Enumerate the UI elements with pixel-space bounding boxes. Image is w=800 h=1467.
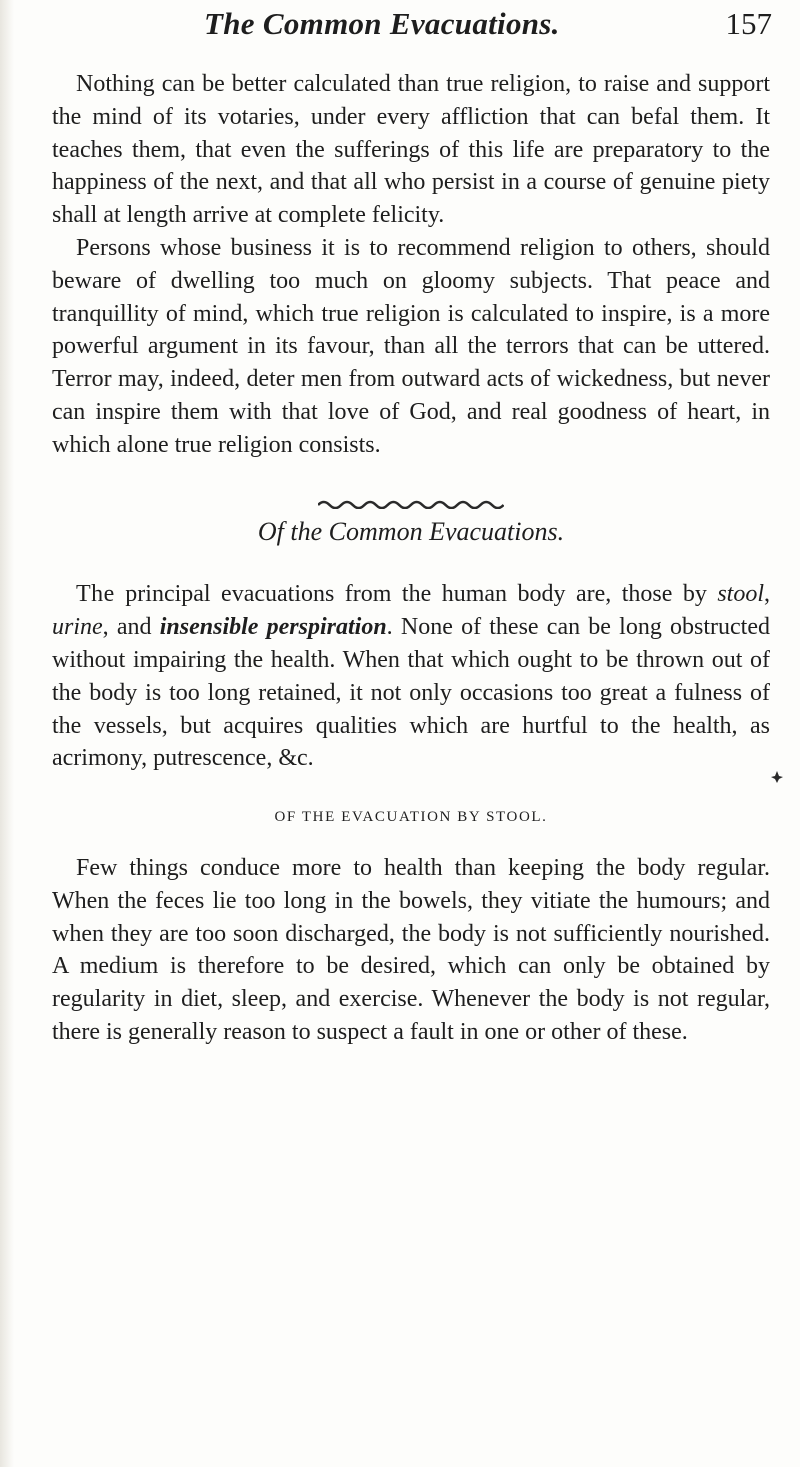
running-header <box>192 6 772 50</box>
text-run: , <box>764 581 770 608</box>
ornament-divider <box>52 486 770 498</box>
paragraph-religion-preaching: Persons whose business it is to recommend religion to others, should beware of dwelling too much on gloomy subjects. That peace and tranquillity of mind, which true religion is calculated to inspire, is a more powerful argument in its favour, than all the terrors that can be uttered. Terror may, indeed, deter men from outward acts of wickedness, but never can inspire them with that love of God, and real goodness of heart, in which alone true religion consists. <box>52 234 770 458</box>
page-number: 157 <box>725 6 772 41</box>
section-title: Of the Common Evacuations. <box>257 516 565 546</box>
text-run: principal evacuations from the human body are, those by <box>114 581 718 608</box>
wavy-rule-ornament <box>318 499 504 509</box>
sub-heading: OF THE EVACUATION BY STOOL. <box>274 809 548 826</box>
page-edge-shadow <box>0 0 14 1467</box>
text-run: , and <box>102 614 160 641</box>
ink-spot-mark <box>770 770 784 784</box>
paragraph-religion-affliction: Nothing can be better calculated than true religion, to raise and support the mind of its votaries, under every affliction that can befal them. It teaches them, that even the sufferings of this life are preparatory to the happiness of the next, and that all who persist in a course of genuine piety shall at length arrive at complete felicity. <box>52 71 770 229</box>
text-run: . None of these can be long obstructed without impairing the health. When that which ought to be thrown out of the body is too long retained, it not only occasions too great a fulness of the vessels, but acquires qualities which are hurtful to the health, as acrimony, putrescence, &c. <box>52 614 771 772</box>
paragraph-principal-evacuations <box>52 578 770 775</box>
italic-term-perspiration: insensible perspiration <box>159 614 387 641</box>
italic-term-urine: urine <box>52 614 103 641</box>
paragraph-stool-regularity: Few things conduce more to health than keeping the body regular. When the feces lie too long in the bowels, they vitiate the humours; and when they are too soon discharged, the body is not sufficiently nourished. A medium is therefore to be desired, which can only be obtained by regularity in diet, sleep, and exercise. Whenever the body is not regular, there is generally reason to suspect a fault in one or other of these. <box>52 854 770 1045</box>
page-body <box>52 68 770 1049</box>
running-title: The Common Evacuations. <box>204 6 560 41</box>
italic-term-stool: stool <box>717 581 764 608</box>
drop-word: The <box>76 581 115 608</box>
